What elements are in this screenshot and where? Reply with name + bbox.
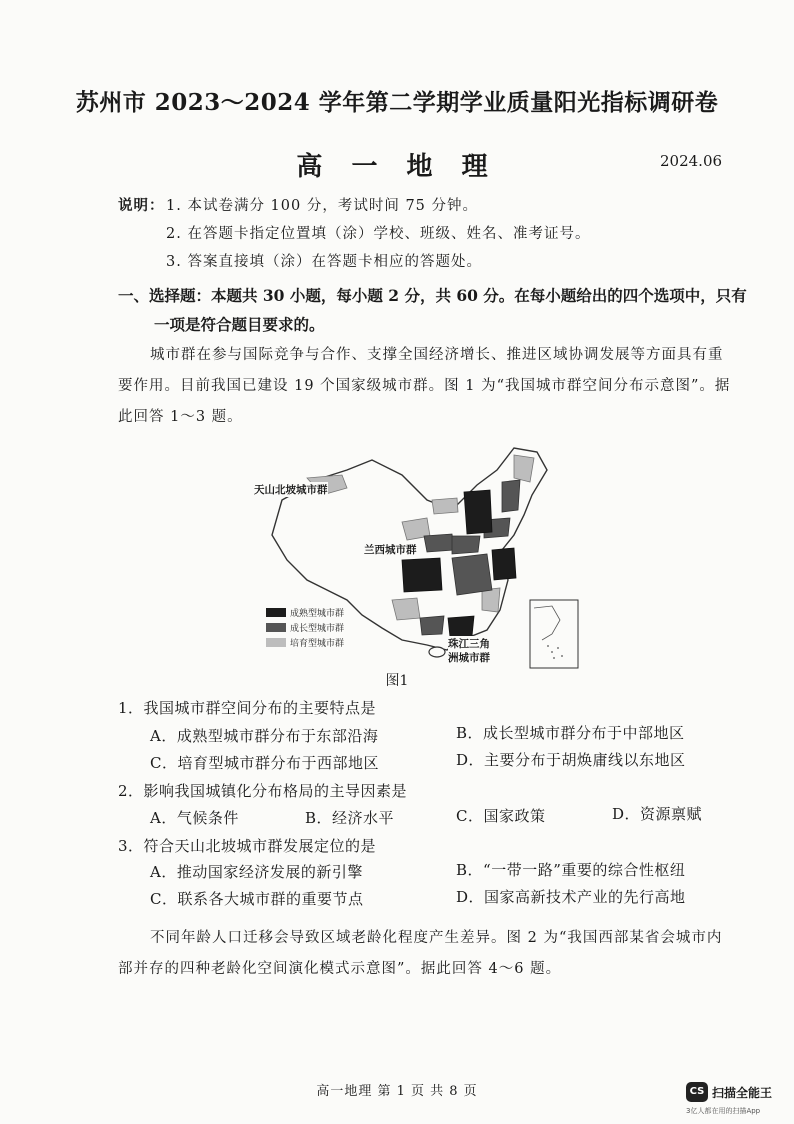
q3-option-a[interactable]: A．推动国家经济发展的新引擎 — [150, 863, 363, 881]
q2-option-a[interactable]: A．气候条件 — [150, 809, 239, 827]
region-yunnan — [392, 598, 420, 620]
q1-option-d[interactable]: D．主要分布于胡焕庸线以东地区 — [456, 751, 686, 769]
subject-title: 高 一 地 理 — [296, 152, 498, 182]
scanner-tagline: 3亿人都在用的扫描App — [686, 1107, 761, 1115]
legend-label-growing: 成长型城市群 — [290, 624, 345, 634]
note-item-3: 3. 答案直接填（涂）在答题卡相应的答题处。 — [166, 254, 482, 270]
q2-option-d[interactable]: D．资源禀赋 — [612, 805, 703, 823]
passage2-line2: 部并存的四种老龄化空间演化模式示意图”。据此回答 4～6 题。 — [118, 961, 562, 977]
exam-title: 苏州市 2023～2024 学年第二学期学业质量阳光指标调研卷 — [75, 89, 719, 116]
passage1-line2: 要作用。目前我国已建设 19 个国家级城市群。图 1 为“我国城市群空间分布示意图”。据 — [118, 378, 731, 394]
note-item-1: 1. 本试卷满分 100 分，考试时间 75 分钟。 — [166, 198, 479, 214]
section1-line2: 一项是符合题目要求的。 — [154, 315, 325, 334]
q1-option-c[interactable]: C．培育型城市群分布于西部地区 — [150, 754, 379, 772]
page-footer: 高一地理 第 1 页 共 8 页 — [316, 1084, 478, 1099]
label-prd-line2: 洲城市群 — [448, 652, 490, 664]
figure1-map — [252, 440, 584, 672]
q3-option-d[interactable]: D．国家高新技术产业的先行高地 — [456, 888, 686, 906]
label-tianshan-cluster: 天山北坡城市群 — [254, 484, 328, 496]
q3-option-c[interactable]: C．联系各大城市群的重要节点 — [150, 890, 364, 908]
passage1-line1: 城市群在参与国际竞争与合作、支撑全国经济增长、推进区域协调发展等方面具有重 — [150, 347, 724, 363]
notes-label: 说明： — [118, 197, 165, 214]
legend-swatch-mature — [266, 608, 286, 617]
passage1-line3: 此回答 1～3 题。 — [118, 409, 243, 425]
region-beibu — [420, 616, 444, 635]
region-harbin — [514, 455, 534, 482]
region-zhongyuan — [452, 536, 480, 554]
section1-line1: 一、选择题：本题共 30 小题，每小题 2 分，共 60 分。在每小题给出的四个选项中，只有 — [118, 286, 747, 305]
q2-option-c[interactable]: C．国家政策 — [456, 807, 546, 825]
legend-swatch-growing — [266, 623, 286, 632]
q1-option-b[interactable]: B．成长型城市群分布于中部地区 — [456, 724, 685, 742]
q1-option-a[interactable]: A．成熟型城市群分布于东部沿海 — [150, 727, 379, 745]
scanner-app-name: 扫描全能王 — [712, 1086, 773, 1100]
q3-option-b[interactable]: B．“一带一路”重要的综合性枢纽 — [456, 861, 686, 879]
label-prd-line1: 珠江三角 — [448, 638, 490, 650]
region-guanzhong — [424, 534, 454, 552]
scanner-watermark — [686, 1082, 786, 1118]
scanner-logo-icon: CS — [686, 1082, 708, 1102]
note-item-2: 2. 在答题卡指定位置填（涂）学校、班级、姓名、准考证号。 — [166, 226, 591, 242]
label-lanxi-cluster: 兰西城市群 — [364, 544, 417, 556]
region-hohhot — [432, 498, 458, 514]
legend-label-mature: 成熟型城市群 — [290, 609, 345, 619]
region-fujian — [482, 588, 500, 612]
q1-stem: 1．我国城市群空间分布的主要特点是 — [118, 699, 377, 717]
q2-stem: 2．影响我国城镇化分布格局的主导因素是 — [118, 782, 408, 800]
legend-label-cultivating: 培育型城市群 — [290, 639, 345, 649]
q2-option-b[interactable]: B．经济水平 — [305, 809, 395, 827]
q3-stem: 3．符合天山北坡城市群发展定位的是 — [118, 837, 377, 855]
exam-date: 2024.06 — [660, 152, 723, 170]
region-jingjinji — [464, 490, 492, 534]
hainan-island — [429, 647, 445, 657]
region-prd — [448, 616, 474, 637]
figure1-caption: 图1 — [385, 673, 409, 689]
legend-swatch-cultivating — [266, 638, 286, 647]
region-yangtze-delta — [492, 548, 516, 580]
passage2-line1: 不同年龄人口迁移会导致区域老龄化程度产生差异。图 2 为“我国西部某省会城市内 — [150, 930, 723, 946]
region-liaodong — [502, 480, 520, 512]
region-chengyu — [402, 558, 442, 592]
region-central — [452, 554, 492, 595]
